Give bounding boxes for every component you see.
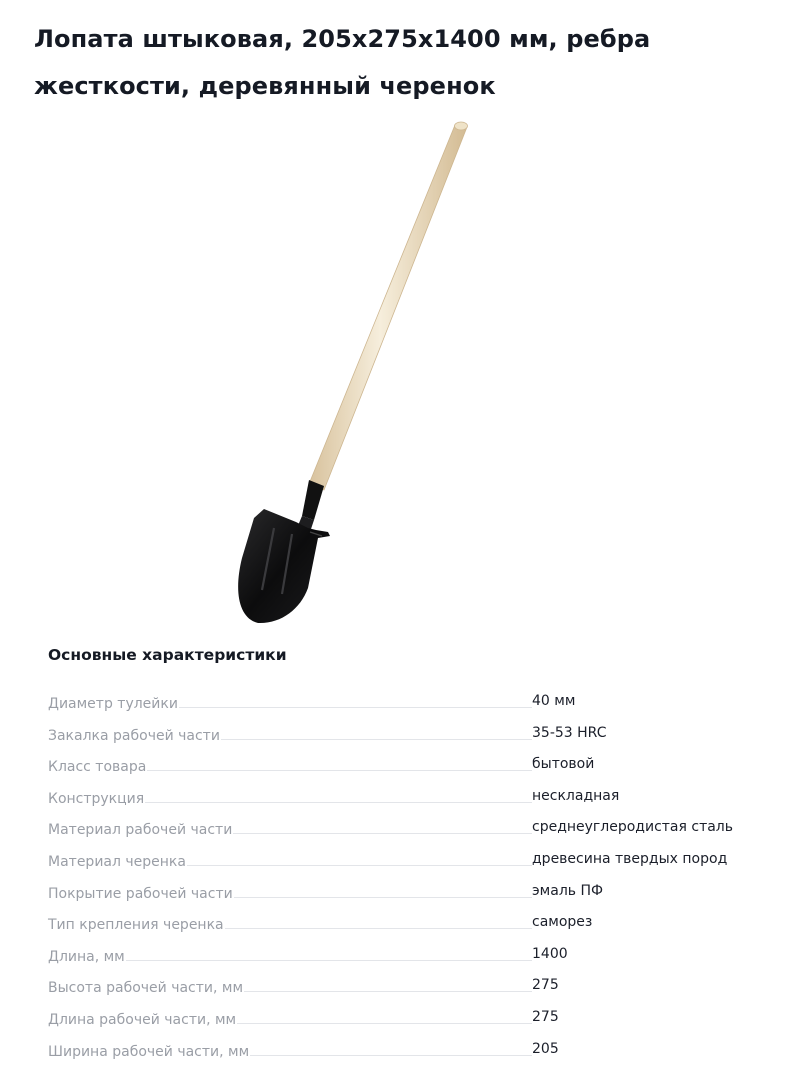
spec-label: Высота рабочей части, мм (48, 980, 244, 997)
spec-row (48, 907, 748, 939)
spec-value: 1400 (532, 945, 568, 962)
spec-value: 275 (532, 977, 559, 994)
spec-value: бытовой (532, 756, 595, 773)
spec-row (48, 876, 748, 908)
spec-leader-line (244, 977, 532, 992)
spec-row (48, 718, 748, 750)
spec-leader-line (147, 756, 532, 771)
spec-value: 205 (532, 1040, 559, 1057)
spec-row (48, 970, 748, 1002)
spec-row (48, 686, 748, 718)
spec-label: Закалка рабочей части (48, 727, 220, 744)
spec-leader-line (126, 946, 532, 961)
spec-leader-line (250, 1041, 532, 1056)
spec-label: Ширина рабочей части, мм (48, 1043, 250, 1060)
spec-label: Конструкция (48, 790, 145, 807)
spec-row (48, 749, 748, 781)
spec-row (48, 939, 748, 971)
spec-value: саморез (532, 914, 593, 931)
spec-leader-line (225, 914, 532, 929)
product-title: Лопата штыковая, 205x275x1400 мм, ребра жесткости, деревянный черенок (34, 25, 651, 100)
spec-label: Диаметр тулейки (48, 696, 178, 712)
spec-leader-line (234, 883, 532, 898)
spec-row (48, 781, 748, 813)
spec-row (48, 1002, 748, 1034)
spec-value: 275 (532, 1008, 559, 1025)
spec-label: Длина, мм (48, 948, 125, 965)
spec-value: 35-53 HRC (532, 724, 607, 741)
spec-label: Класс товара (48, 759, 147, 776)
spec-label: Материал рабочей части (48, 822, 233, 839)
spec-value: 40 мм (532, 693, 576, 709)
spec-leader-line (237, 1009, 532, 1024)
spec-label: Тип крепления черенка (48, 917, 224, 934)
spec-leader-line (145, 788, 532, 803)
spec-label: Материал черенка (48, 853, 186, 870)
spec-leader-line (179, 693, 532, 708)
spec-value: древесина твердых пород (532, 850, 728, 867)
spec-row (48, 812, 748, 844)
spec-value: среднеуглеродистая сталь (532, 819, 734, 836)
spec-leader-line (233, 819, 532, 834)
spec-label: Длина рабочей части, мм (48, 1011, 237, 1028)
spec-leader-line (221, 725, 532, 740)
spec-row (48, 1034, 748, 1066)
spec-label: Покрытие рабочей части (48, 885, 233, 902)
spec-row (48, 844, 748, 876)
shovel-image (230, 118, 475, 628)
specs-heading: Основные характеристики (48, 646, 287, 664)
spec-value: нескладная (532, 787, 620, 804)
spec-value: эмаль ПФ (532, 882, 604, 899)
spec-leader-line (187, 851, 532, 866)
spec-list (48, 686, 748, 1065)
